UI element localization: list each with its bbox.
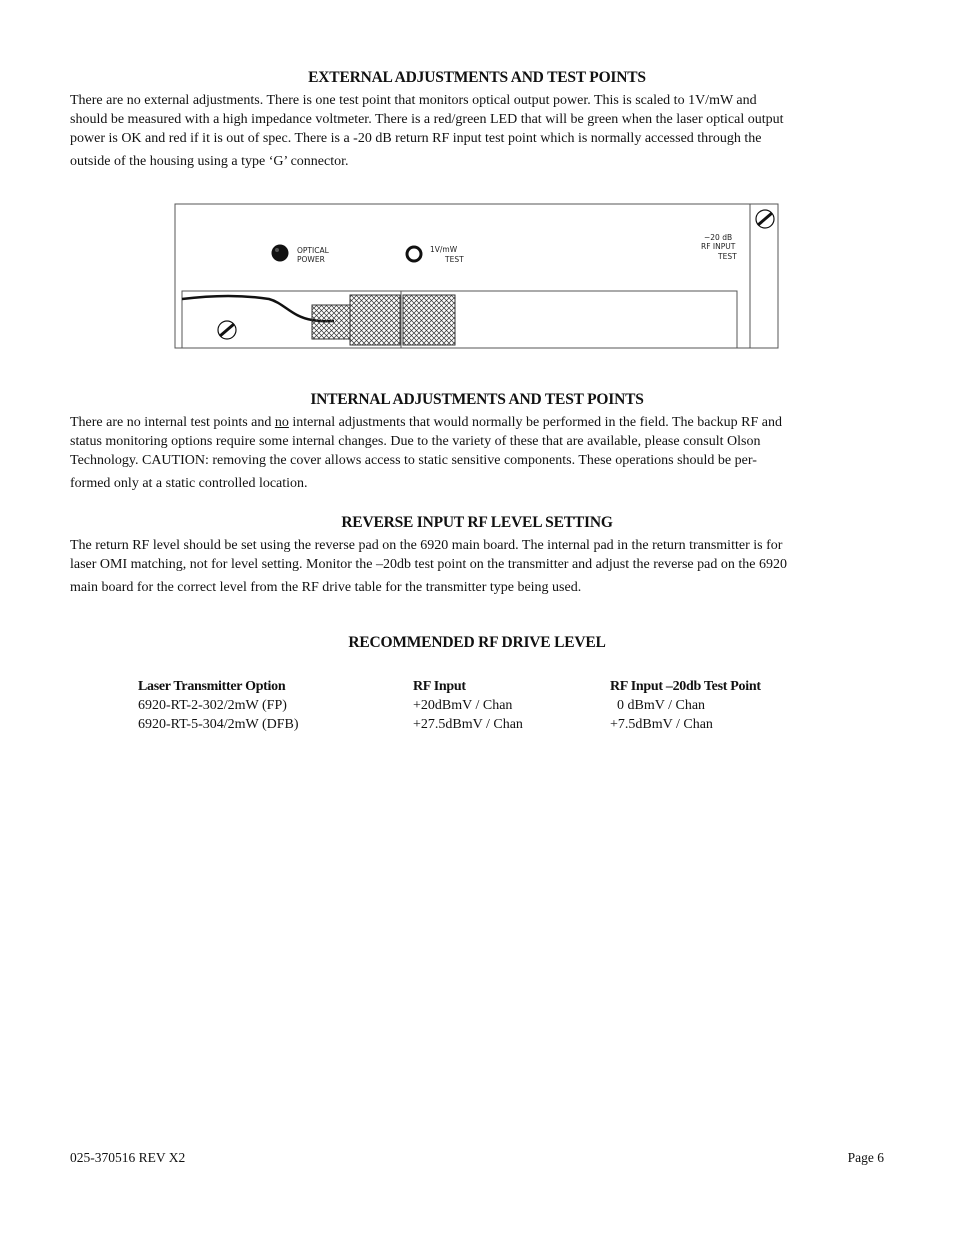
paragraph-line: status monitoring options require some internal changes. Due to the variety of these that are available, please consult Olson [70, 434, 761, 449]
connector-nut [312, 305, 350, 339]
paragraph-line: power is OK and red if it is out of spec. There is a -20 dB return RF input test point which is normally accessed through the [70, 131, 762, 146]
external-heading: EXTERNAL ADJUSTMENTS AND TEST POINTS [308, 69, 646, 86]
page-number: Page 6 [847, 1150, 884, 1165]
underlined-word: no [274, 415, 289, 430]
table-column-test-point [610, 677, 761, 734]
paragraph-line: main board for the correct level from the RF drive table for the transmitter type being used. [70, 580, 582, 595]
paragraph-line: There are no external adjustments. There is one test point that monitors optical output power. This is scaled to 1V/mW and [70, 93, 757, 108]
column-header: RF Input [413, 679, 466, 694]
paragraph-line: laser OMI matching, not for level setting. Monitor the –20db test point on the transmitter and adjust the reverse pad on the 6920 [70, 557, 787, 572]
optical-power-label: OPTICAL [297, 246, 329, 255]
reverse-heading: REVERSE INPUT RF LEVEL SETTING [341, 514, 613, 531]
external-paragraph [70, 91, 886, 171]
text-run: There are no internal test points and [70, 415, 275, 430]
paragraph-line: formed only at a static controlled location. [70, 476, 308, 491]
cable [182, 296, 334, 321]
paragraph-line [70, 413, 886, 432]
table-cell: 6920-RT-5-304/2mW (DFB) [138, 717, 299, 732]
led-indicator [272, 245, 289, 262]
internal-heading: INTERNAL ADJUSTMENTS AND TEST POINTS [310, 391, 644, 408]
column-header: Laser Transmitter Option [138, 679, 286, 694]
document-number: 025-370516 REV X2 [70, 1150, 186, 1165]
table-cell: 0 dBmV / Chan [610, 698, 706, 713]
paragraph-line: should be measured with a high impedance voltmeter. There is a red/green LED that will be green when the laser optical output [70, 112, 784, 127]
paragraph-line: outside of the housing using a type ‘G’ connector. [70, 154, 349, 169]
screw-icon [218, 321, 236, 339]
text-run: internal adjustments that would normally be performed in the field. The backup RF and [288, 415, 782, 430]
reverse-paragraph [70, 536, 886, 597]
rf-input-label: −20 dB [704, 233, 733, 242]
transmitter-panel-diagram [174, 203, 780, 350]
drive-heading: RECOMMENDED RF DRIVE LEVEL [348, 634, 606, 651]
test-point-label: 1V/mW [430, 245, 458, 254]
panel-drawing [174, 203, 780, 350]
screw-icon [756, 210, 774, 228]
connector-body [403, 295, 455, 345]
table-cell: +20dBmV / Chan [413, 698, 513, 713]
optical-power-label: POWER [297, 255, 325, 264]
test-point-icon [407, 247, 421, 261]
column-header: RF Input –20db Test Point [610, 679, 761, 694]
connector-body [350, 295, 400, 345]
table-cell: +7.5dBmV / Chan [610, 717, 713, 732]
table-cell: 6920-RT-2-302/2mW (FP) [138, 698, 287, 713]
panel-outline [175, 204, 778, 348]
paragraph-line: The return RF level should be set using the reverse pad on the 6920 main board. The internal pad in the return transmitter is for [70, 538, 783, 553]
table-cell: +27.5dBmV / Chan [413, 717, 523, 732]
rf-input-label: RF INPUT [701, 242, 736, 251]
internal-paragraph [70, 413, 886, 493]
test-point-label: TEST [445, 255, 464, 264]
table-column-option [138, 677, 299, 734]
paragraph-line: Technology. CAUTION: removing the cover allows access to static sensitive components. These operations should be per- [70, 453, 757, 468]
table-column-rf-input [413, 677, 523, 734]
rf-input-label: TEST [718, 252, 737, 261]
